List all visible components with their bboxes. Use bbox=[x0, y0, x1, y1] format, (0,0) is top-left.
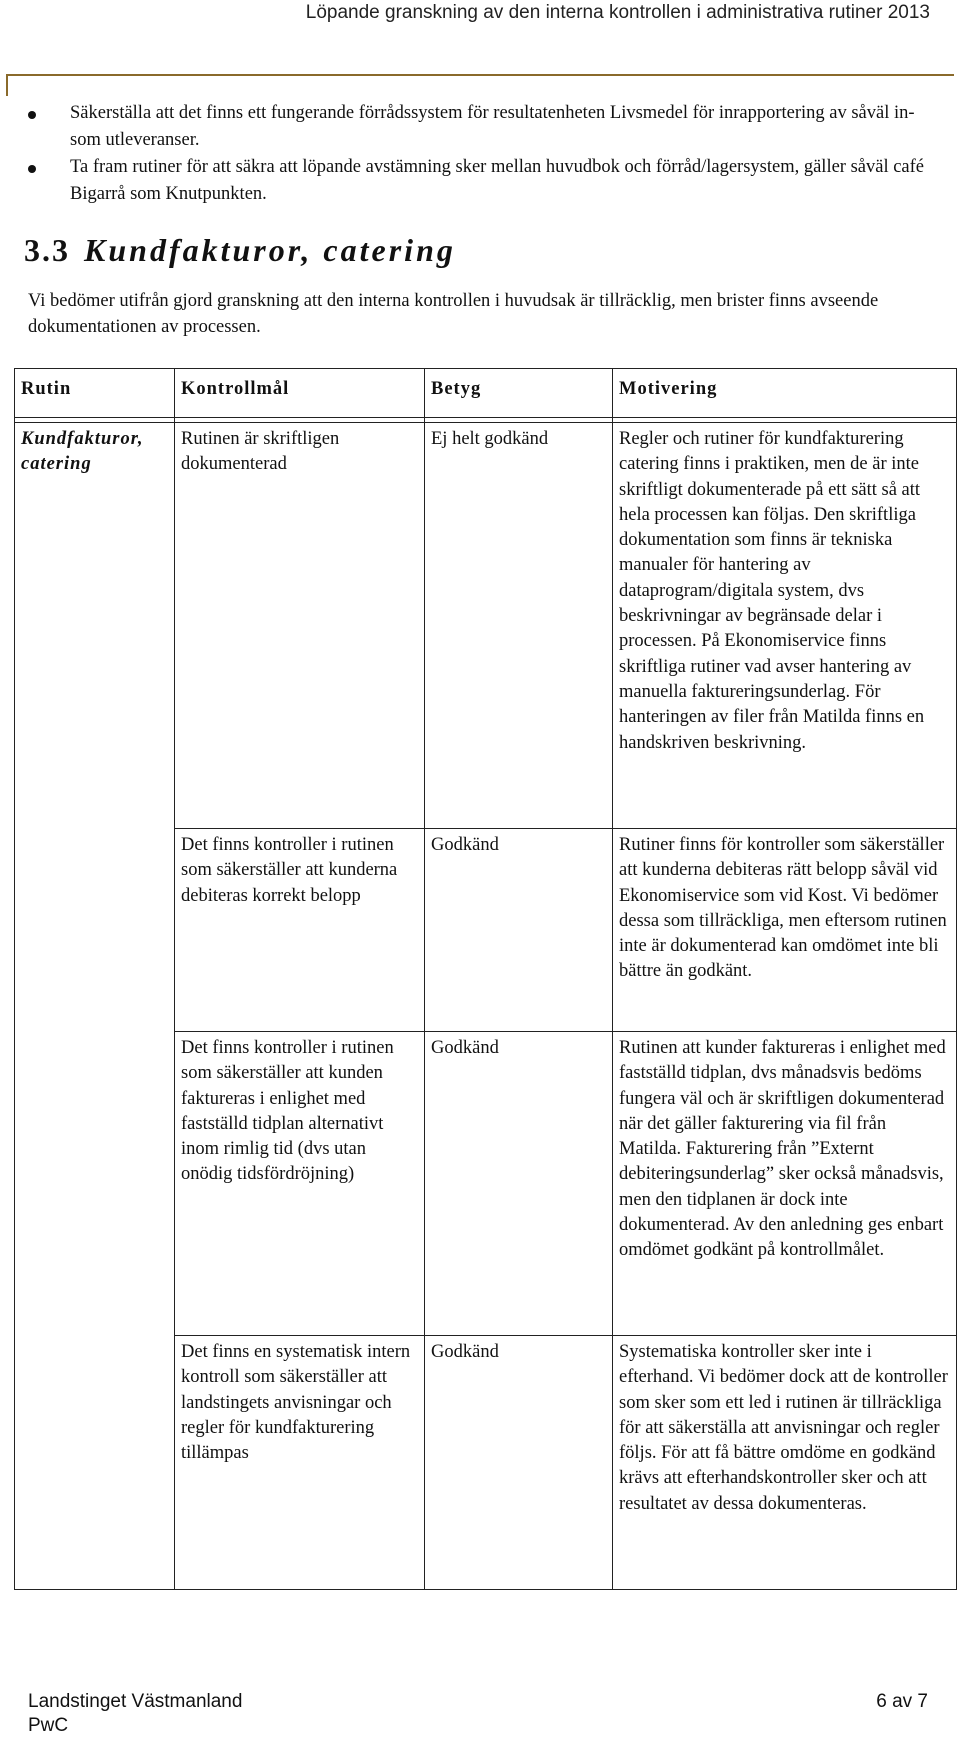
betyg-cell: Godkänd bbox=[425, 1336, 613, 1590]
betyg-cell: Ej helt godkänd bbox=[425, 423, 613, 829]
table-row bbox=[15, 423, 957, 829]
betyg-cell: Godkänd bbox=[425, 1032, 613, 1336]
list-item-text: Ta fram rutiner för att säkra att löpande avstämning sker mellan huvudbok och förråd/lagersystem, gäller såväl café Bigarrå som Knutpunkten. bbox=[70, 157, 925, 204]
rutin-cell-empty bbox=[15, 1336, 175, 1590]
table-header-row bbox=[15, 369, 957, 418]
motivering-cell: Systematiska kontroller sker inte i efterhand. Vi bedömer dock att de kontroller som sker som ett led i rutinen är tillräckliga för att säkerställa att anvisningar och regler följs. För att få bättre omdöme en godkänd krävs att efterhandskontroller sker och att resultatet av dessa dokumenteras. bbox=[613, 1336, 957, 1590]
list-item-text: Säkerställa att det finns ett fungerande förrådssystem för resultatenheten Livsmedel för inrapportering av såväl in- som utleveranser. bbox=[70, 103, 915, 150]
list-item bbox=[20, 100, 940, 154]
motivering-cell: Rutinen att kunder faktureras i enlighet med fastställd tidplan, dvs månadsvis bedöms fungera väl och är skriftligen dokumenterad när det gäller fakturering via fil från Matilda. Fakturering från ”Externt debiteringsunderlag” sker också månadsvis, men den tidplanen är dock inte dokumenterad. Av den anledning ges enbart omdömet godkänt på kontrollmålet. bbox=[613, 1032, 957, 1336]
footer-organization: Landstinget Västmanland bbox=[28, 1691, 243, 1712]
table-row bbox=[15, 1336, 957, 1590]
table-row bbox=[15, 1032, 957, 1336]
kontrollmal-cell: Rutinen är skriftligen dokumenterad bbox=[175, 423, 425, 829]
assessment-table bbox=[14, 368, 957, 1590]
rutin-cell: Kundfakturor, catering bbox=[15, 423, 175, 829]
bullet-icon bbox=[28, 165, 36, 173]
rutin-cell-empty bbox=[15, 1032, 175, 1336]
section-number: 3.3 bbox=[24, 232, 70, 268]
list-item bbox=[20, 154, 940, 208]
kontrollmal-cell: Det finns kontroller i rutinen som säkerställer att kunden faktureras i enlighet med fastställd tidplan alternativt inom rimlig tid (dvs utan onödig tidsfördröjning) bbox=[175, 1032, 425, 1336]
section-title: Kundfakturor, catering bbox=[84, 232, 456, 268]
column-header-kontrollmal: Kontrollmål bbox=[175, 369, 425, 418]
column-header-betyg: Betyg bbox=[425, 369, 613, 418]
recommendation-list bbox=[20, 100, 940, 208]
footer-author: PwC bbox=[28, 1715, 69, 1736]
section-intro: Vi bedömer utifrån gjord granskning att den interna kontrollen i huvudsak är tillräcklig, men brister finns avseende dokumentationen av processen. bbox=[28, 291, 879, 337]
motivering-cell: Rutiner finns för kontroller som säkerställer att kunderna debiteras rätt belopp såväl vid Ekonomiservice som vid Kost. Vi bedömer dessa som tillräckliga, men eftersom rutinen inte är dokumenterad kan omdömet inte bli bättre än godkänt. bbox=[613, 829, 957, 1032]
kontrollmal-cell: Det finns kontroller i rutinen som säkerställer att kunderna debiteras korrekt belopp bbox=[175, 829, 425, 1032]
table-row bbox=[15, 829, 957, 1032]
column-header-rutin: Rutin bbox=[15, 369, 175, 418]
section-heading bbox=[24, 232, 456, 269]
motivering-cell: Regler och rutiner för kundfakturering catering finns i praktiken, men de är inte skriftligt dokumenterade på ett sätt så att hela processen kan följas. Den skriftliga dokumentation som finns är tekniska manualer för hantering av dataprogram/digitala system, dvs beskrivningar av begränsade delar i processen. På Ekonomiservice finns skriftliga rutiner vad avser hantering av manuella faktureringsunderlag. För hanteringen av filer från Matilda finns en handskriven beskrivning. bbox=[613, 423, 957, 829]
header-rule-tick bbox=[6, 74, 8, 96]
rutin-cell-empty bbox=[15, 829, 175, 1032]
betyg-cell: Godkänd bbox=[425, 829, 613, 1032]
header-rule bbox=[6, 74, 954, 76]
kontrollmal-cell: Det finns en systematisk intern kontroll som säkerställer att landstingets anvisningar och regler för kundfakturering tillämpas bbox=[175, 1336, 425, 1590]
page-footer-left bbox=[28, 1690, 242, 1738]
page-header-title: Löpande granskning av den interna kontrollen i administrativa rutiner 2013 bbox=[305, 2, 930, 23]
page-number: 6 av 7 bbox=[876, 1691, 928, 1712]
bullet-icon bbox=[28, 111, 36, 119]
column-header-motivering: Motivering bbox=[613, 369, 957, 418]
